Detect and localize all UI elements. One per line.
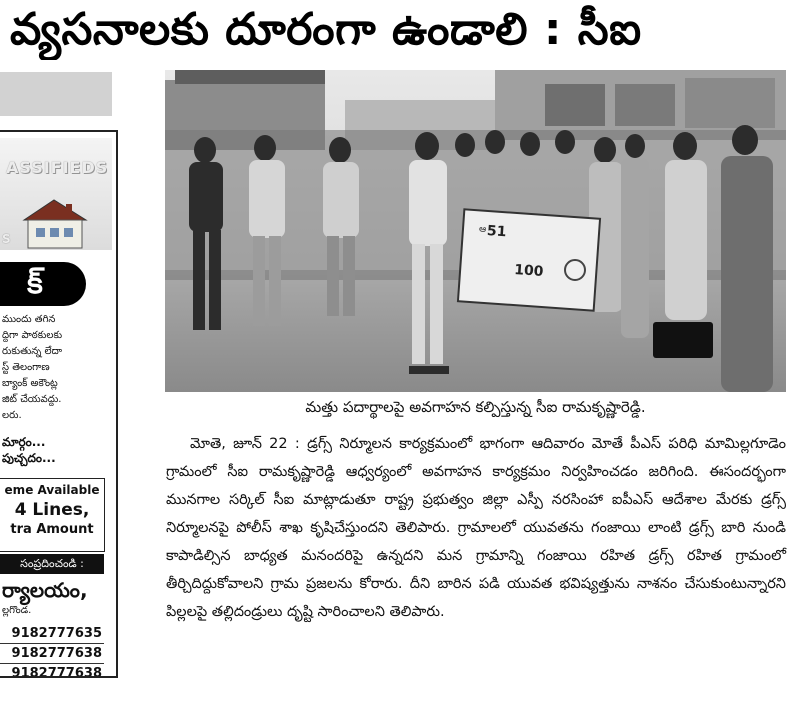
office-place: ల్లగొండ. — [2, 605, 32, 616]
note-line: ముందు తగిన — [2, 314, 56, 325]
phone-number: 9182777635 — [0, 624, 104, 644]
contact-bar: సంప్రదించండి : — [0, 554, 104, 574]
kaad-banner — [0, 262, 86, 306]
banner-text-3: 100 — [513, 262, 544, 281]
note-line: రుకుతున్న లేదా — [2, 346, 62, 357]
scheme-line-2: 4 Lines, — [14, 500, 90, 520]
banner-text-2: 51 — [486, 223, 507, 241]
margam-line: మార్గం... — [2, 435, 46, 449]
note-line: ద్దిగా పాఠకులకు — [2, 330, 63, 341]
office-name: ర్యాలయం, — [2, 578, 88, 602]
phone-number: 9182777638 — [0, 644, 104, 664]
note-line: బ్యాంక్ అకౌంట్ల — [2, 378, 58, 389]
note-line: స్ట్ తెలంగాణ — [2, 362, 50, 373]
warning-note — [2, 312, 110, 432]
article-paragraph: మోతె, జూన్ 22 : డ్రగ్స్ నిర్మూలన కార్యక్రమంలో భాగంగా ఆదివారం మోతే పీఎస్ పరిధి మామిల్లగూడెం గ్రామంలో సీఐ రామకృష్ణారెడ్డి ఆధ్వర్యంలో అవగాహన కార్యక్రమం నిర్వహించడం జరిగింది. ఈసందర్భంగా మునగాల సర్కిల్ సీఐ మాట్లాడుతూ రాష్ట్ర ప్రభుత్వం జిల్లా ఎస్పీ నరసింహా ఐపీఎస్ ఆదేశాల మేరకు డ్రగ్స్ నిర్మూలనపై పోలీస్ శాఖ కృషిచేస్తుందని తెలిపారు. గ్రామాలలో యువతను గంజాయి లాంటి డ్రగ్స్ బారి నుండి కాపాడిల్సిన బాధ్యత మనందరిపై ఉన్నదని మన గ్రామాన్ని గంజాయి రహిత డ్రగ్స్ రహిత గ్రామంలో తీర్చిదిద్దుకోవాలని గ్రామ ప్రజలను కోరారు. దీని బారిన పడి యువత భవిష్యత్తును నాశనం చేసుకుంటున్నారని పిల్లలపై తల్లిదండ్రులు దృష్టి సారించాలని తెలిపారు. — [166, 436, 786, 620]
gray-strip — [0, 72, 112, 116]
photo-caption: మత్తు పదార్థాలపై అవగాహన కల్పిస్తున్న సీఐ రామకృష్ణారెడ్డి. — [305, 398, 646, 416]
news-photo-drawing — [165, 70, 786, 392]
scheme-line-1: eme Available — [4, 483, 100, 497]
house-icon — [6, 196, 102, 250]
news-photo — [165, 70, 786, 392]
phone-list — [0, 624, 104, 678]
classifieds-logo — [0, 138, 112, 250]
classified-ad-box — [0, 130, 118, 678]
headline: వ్యసనాలకు దూరంగా ఉండాలి : సీఐ — [10, 4, 642, 55]
classifieds-sub-letter: S — [2, 232, 11, 246]
scheme-line-3: tra Amount — [10, 522, 94, 537]
kaad-label: క్ — [27, 266, 43, 301]
banner-text-1: ఆ — [478, 224, 487, 235]
note-line: జిట్ చేయవద్దు. — [2, 394, 62, 405]
classifieds-word: ASSIFIEDS — [6, 158, 109, 177]
margam-line: పుచ్చదం... — [2, 451, 56, 465]
note-line: లరు. — [2, 410, 22, 421]
phone-number: 9182777638 — [0, 664, 104, 678]
scheme-box — [0, 478, 105, 552]
article-body — [166, 430, 786, 626]
margam-text — [2, 434, 56, 466]
